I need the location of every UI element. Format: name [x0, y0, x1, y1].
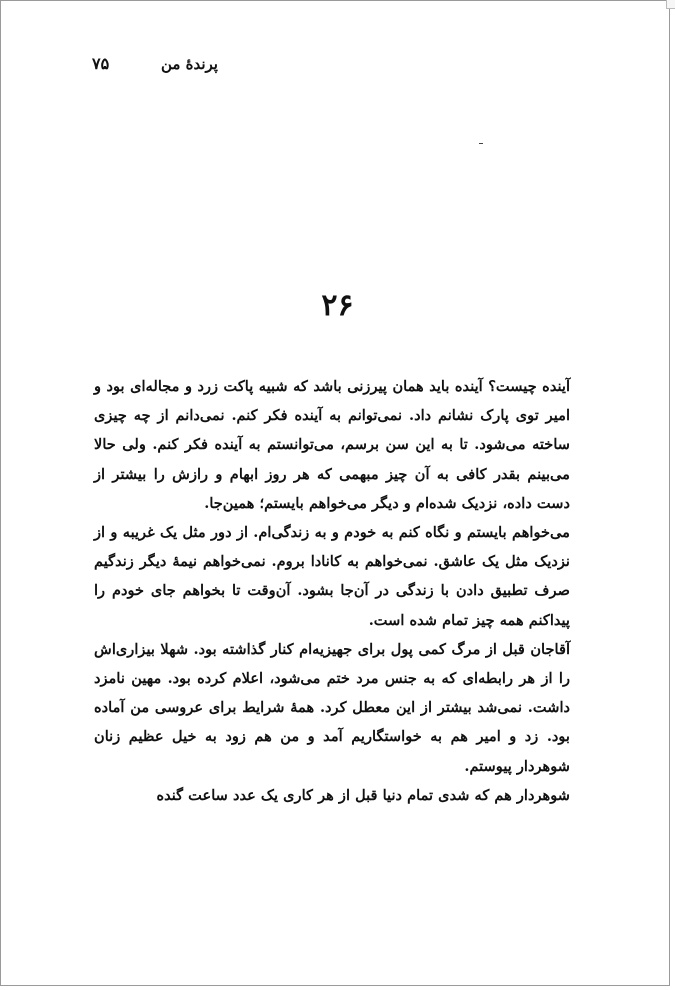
page-corner-mark: [666, 0, 675, 9]
chapter-number: ۲۶: [321, 288, 354, 323]
paragraph-2: می‌خواهم بایستم و نگاه کنم به خودم و به زندگی‌ام. از دور مثل یک غریبه و از نزدیک مثل یک عاشق. نمی‌خواهم به کانادا بروم. نمی‌خواهم نیمهٔ دیگر زندگیم صرف تطبیق دادن با زندگی در آن‌جا بشود. آن‌وقت تا بخواهم جای خودم را پیداکنم همه چیز تمام شده است.: [94, 524, 570, 629]
running-title: پرندهٔ من: [160, 55, 218, 73]
page-number: ۷۵: [92, 54, 110, 73]
paragraph-1: آینده چیست؟ آینده باید همان پیرزنی باشد که شبیه پاکت زرد و مجاله‌ای بود و امیر توی پارک نشانم داد. نمی‌توانم به آینده فکر کنم. نمی‌دانم از چه چیزی ساخته می‌شود. تا به این سن برسم، می‌توانستم به آینده فکر کنم. ولی حالا می‌بینم بقدر کافی به آن چیز مبهمی که هر روز ابهام و رازش را بیشتر از دست داده، نزدیک شده‌ام و دیگر می‌خواهم بایستم؛ همین‌جا.: [94, 378, 570, 512]
running-header: [92, 54, 218, 73]
paragraph-4: شوهردار هم که شدی تمام دنیا قبل از هر کاری یک عدد ساعت گنده: [156, 786, 570, 804]
body-text: [94, 372, 570, 810]
stray-mark: [479, 143, 483, 144]
paragraph-3: آقاجان قبل از مرگ کمی پول برای جهیزیه‌ام کنار گذاشته بود. شهلا بیزاری‌اش را از هر رابطه‌ای که به جنس مرد ختم می‌شود، اعلام کرده بود. مهین نامزد داشت. نمی‌شد بیشتر از این معطل کرد. همهٔ شرایط برای عروسی من آماده بود. زد و امیر هم به خواستگاریم آمد و من هم زود به خیل عظیم زنان شوهردار پیوستم.: [94, 640, 570, 775]
